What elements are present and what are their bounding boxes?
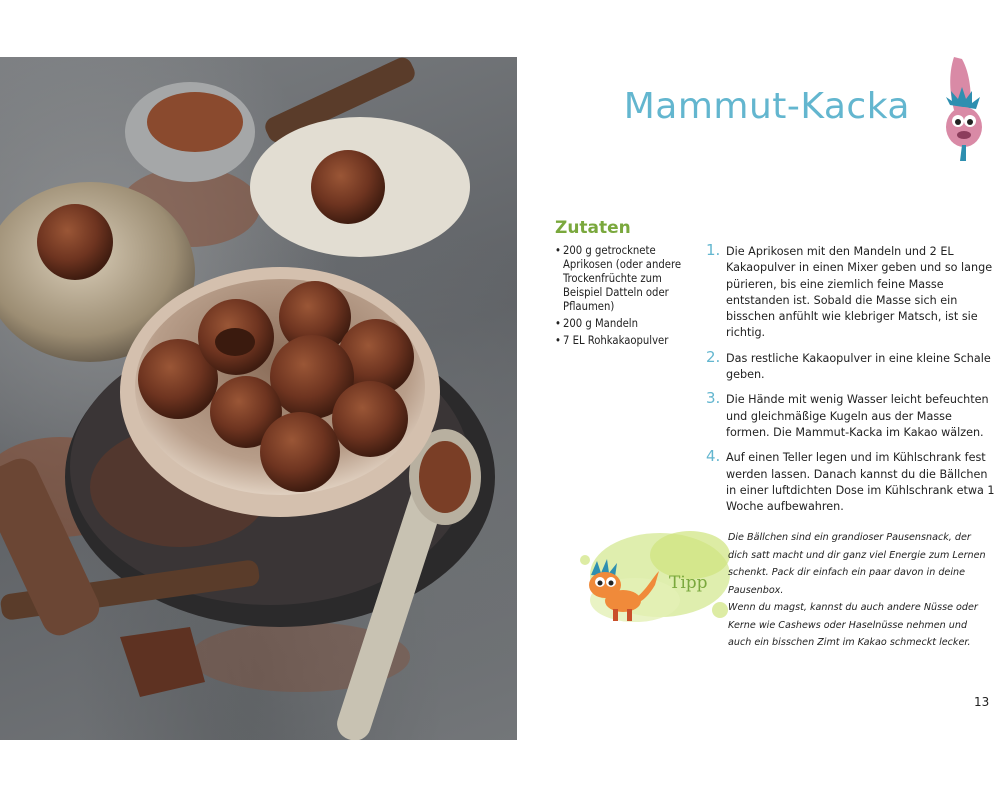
step-number: 1.: [706, 241, 721, 259]
ingredients-heading: Zutaten: [555, 218, 631, 238]
pink-creature-icon: [936, 55, 992, 165]
orange-dragon-icon: [583, 555, 663, 625]
step-text: Die Aprikosen mit den Mandeln und 2 EL Kakaopulver in einen Mixer geben und so lange pürieren, bis eine ziemlich feine Masse entstanden ist. Sobald die Masse sich ein bisschen anfühlt wie klebriger Matsch, ist sie richtig.: [726, 245, 993, 340]
step-text: Auf einen Teller legen und im Kühlschrank fest werden lassen. Danach kannst du die Bällchen in einer luftdichten Dose im Kühlschrank etwa 1 Woche aufbewahren.: [726, 451, 995, 514]
step-number: 3.: [706, 389, 721, 408]
cocoa-truffle-photo: [0, 57, 517, 740]
instruction-steps: [705, 241, 995, 524]
recipe-photo: [0, 57, 517, 740]
step-text: Das restliche Kakaopulver in eine kleine Schale geben.: [726, 351, 991, 382]
tip-label: Tipp: [669, 573, 708, 593]
ingredient-item: • 200 g getrocknete Aprikosen (oder andere Trockenfrüchte zum Beispiel Datteln oder Pflaumen): [555, 244, 695, 314]
step-item: [705, 447, 995, 515]
tip-paragraph: Wenn du magst, kannst du auch andere Nüsse oder Kerne wie Cashews oder Haselnüsse nehmen und auch ein bisschen Zimt im Kakao schmeckt lecker.: [728, 602, 978, 648]
step-number: 2.: [706, 347, 721, 366]
step-item: [705, 241, 995, 342]
page-number: 13: [974, 695, 990, 709]
step-item: [705, 389, 995, 441]
ingredient-item: • 200 g Mandeln: [555, 317, 695, 331]
ingredients-list: [555, 244, 695, 351]
recipe-title: Mammut-Kacka: [623, 86, 910, 127]
step-item: [705, 347, 995, 384]
step-number: 4.: [706, 447, 721, 466]
tip-paragraph: Die Bällchen sind ein grandioser Pausensnack, der dich satt macht und dir ganz viel Energie zum Lernen schenkt. Pack dir einfach ein paar davon in deine Pausenbox.: [728, 532, 986, 596]
ingredient-item: • 7 EL Rohkakaopulver: [555, 334, 695, 348]
step-text: Die Hände mit wenig Wasser leicht befeuchten und gleichmäßige Kugeln aus der Masse formen. Die Mammut-Kacka im Kakao wälzen.: [726, 393, 989, 439]
tip-text: [728, 529, 993, 652]
